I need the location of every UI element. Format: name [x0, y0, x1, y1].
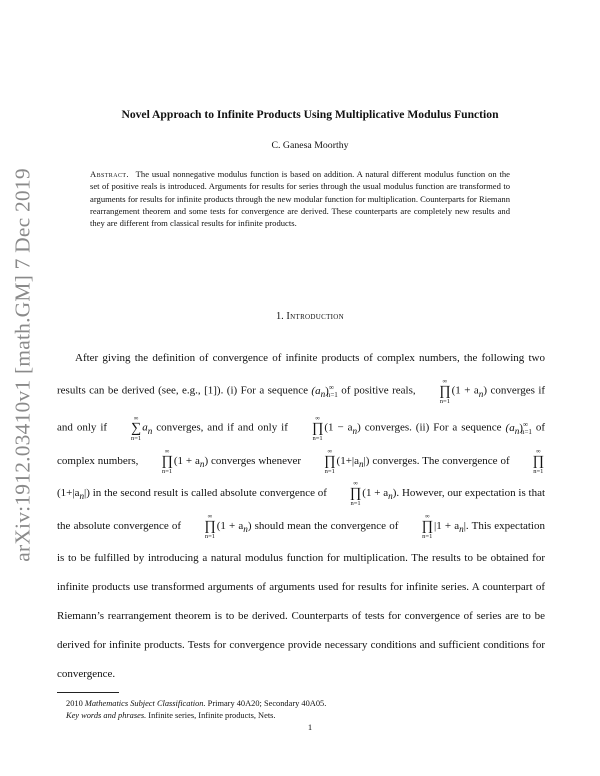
- abstract: [90, 168, 510, 229]
- math-superscript: ∞: [522, 420, 528, 429]
- product-symbol: ∏: [421, 518, 434, 534]
- keywords-text: Infinite series, Infinite products, Nets.: [148, 711, 276, 720]
- operator-upper-limit: ∞: [353, 480, 358, 488]
- product-operator: [294, 415, 324, 442]
- math-run: ): [357, 421, 361, 434]
- operator-lower-limit: n=1: [312, 434, 323, 442]
- text-run: However, our expectation is that the absolute convergence of: [57, 487, 546, 532]
- math-subscript: n: [352, 425, 358, 436]
- text-run: converges if and only if: [57, 384, 546, 434]
- math-run: a: [142, 421, 148, 434]
- msc-text: Primary 40A20; Secondary 40A05.: [207, 699, 327, 708]
- page-number: 1: [307, 722, 313, 732]
- text-run: in the second result is called absolute convergence of: [92, 487, 327, 500]
- keywords-label: Key words and phrases.: [66, 711, 147, 720]
- abstract-label: Abstract.: [90, 169, 129, 179]
- msc-year: 2010: [66, 699, 83, 708]
- text-run: converges, and if and only if: [156, 421, 288, 434]
- math-run: |1 + a: [434, 519, 460, 532]
- math-run: |.: [463, 519, 469, 532]
- product-operator: [186, 513, 216, 540]
- abstract-text: The usual nonnegative modulus function is based on addition. A natural different modulus function on the set of positive reals is introduced. Arguments for results for series through the usual modulus function are transformed to arguments for results for infinite products through the new modular function for multiplication. Counterparts for Riemann rearrangement theorem and some tests for convergence are derived. These counterparts are completely new results and they are different from classical results for infinite products.: [90, 169, 510, 229]
- introduction-paragraph: [57, 344, 545, 689]
- math-run: (1+|a: [57, 487, 80, 500]
- text-run: of positive reals,: [341, 384, 416, 397]
- math-run: ): [247, 519, 252, 532]
- operator-upper-limit: ∞: [327, 447, 333, 455]
- math-run: ): [204, 454, 209, 467]
- product-symbol: ∏: [349, 486, 362, 502]
- footnote-keywords: [57, 710, 554, 721]
- math-run: (1 + a: [173, 454, 200, 467]
- operator-upper-limit: ∞: [164, 447, 170, 455]
- math-run: |): [84, 487, 90, 500]
- math-subscript: n: [358, 459, 364, 470]
- operator-lower-limit: n=1: [204, 532, 216, 540]
- arxiv-identifier-stamp: [8, 168, 38, 562]
- paper-author: C. Ganesa Moorthy: [271, 140, 349, 151]
- math-run: (1 + a: [362, 487, 389, 500]
- sum-symbol: ∑: [131, 420, 142, 436]
- math-superscript: ∞: [328, 383, 334, 392]
- math-run: ): [519, 421, 523, 434]
- math-subscript: n: [79, 491, 85, 502]
- paper-title: Novel Approach to Infinite Products Using Multiplicative Modulus Function: [121, 108, 499, 121]
- product-symbol: ∏: [324, 453, 336, 469]
- text-run: After giving the definition of convergence of infinite products of complex numbers, the following two results can be derived (see, e.g., [1]). (i) For a sequence: [57, 352, 545, 397]
- sequence-notation: [506, 422, 532, 434]
- introduction-body: [57, 344, 545, 689]
- math-run: (1 + a: [451, 384, 479, 397]
- sequence-notation: [311, 385, 337, 397]
- math-run: ): [483, 384, 488, 397]
- math-subscript: n: [243, 523, 248, 534]
- math-run: ): [325, 384, 329, 397]
- operator-lower-limit: n=1: [161, 467, 173, 475]
- arxiv-identifier-text: arXiv:1912.03410v1 [math.GM] 7 Dec 2019: [10, 168, 35, 562]
- math-subscript: n: [514, 425, 520, 436]
- text-run: of complex numbers,: [57, 421, 546, 467]
- operator-lower-limit: n=1: [422, 532, 433, 540]
- operator-upper-limit: ∞: [442, 377, 448, 385]
- footnote-rule: [57, 692, 119, 693]
- math-subscript: n: [388, 491, 393, 502]
- product-symbol: ∏: [311, 420, 324, 436]
- math-run: (a: [311, 384, 321, 397]
- operator-upper-limit: ∞: [133, 414, 139, 422]
- operator-upper-limit: ∞: [315, 414, 320, 422]
- math-run: |): [363, 454, 370, 467]
- math-run: ).: [392, 487, 400, 500]
- msc-label: Mathematics Subject Classification.: [84, 699, 206, 708]
- operator-upper-limit: ∞: [207, 512, 213, 520]
- operator-upper-limit: ∞: [424, 512, 430, 520]
- text-run: converges whenever: [211, 454, 302, 467]
- text-run: This expectation is to be fulfilled by introducing a natural modulus function for multiplication. The results to be obtained for infinite products use transformed arguments of arguments used for results for infinite series. A counterpart of Riemann’s rearrangement theorem is to be derived. Counterparts of tests for convergence of series are to be derived for infinite products. Tests for convergence provide necessary conditions and sufficient conditions for convergence.: [57, 519, 545, 681]
- text-run: should mean the convergence of: [254, 519, 399, 532]
- math-subscript: n=1: [326, 390, 338, 399]
- math-run: (1 + a: [216, 519, 244, 532]
- product-operator: [515, 448, 545, 475]
- section-title: Introduction: [286, 311, 345, 322]
- operator-lower-limit: n=1: [131, 434, 142, 442]
- math-run: (1 − a: [324, 421, 353, 434]
- math-run: (1+|a: [336, 454, 359, 467]
- math-subscript: n: [320, 388, 326, 399]
- operator-lower-limit: n=1: [533, 467, 544, 475]
- math-run: (a: [505, 421, 515, 434]
- product-symbol: ∏: [439, 383, 451, 399]
- text-run: converges. (ii) For a sequence: [364, 421, 502, 434]
- math-subscript: n: [459, 523, 464, 534]
- section-heading: [40, 311, 580, 322]
- product-symbol: ∏: [204, 518, 216, 534]
- math-subscript: n: [147, 425, 153, 436]
- math-subscript: n: [478, 388, 484, 399]
- operator-lower-limit: n=1: [439, 397, 450, 405]
- product-operator: [404, 513, 434, 540]
- sum-operator: [113, 415, 141, 442]
- product-symbol: ∏: [532, 453, 545, 469]
- math-subscript: n: [199, 459, 205, 470]
- product-operator: [143, 448, 173, 475]
- product-operator: [332, 480, 362, 507]
- operator-lower-limit: n=1: [324, 467, 335, 475]
- product-operator: [306, 448, 336, 475]
- section-number: 1.: [275, 311, 284, 322]
- math-subscript: n=1: [520, 427, 532, 436]
- text-run: converges. The convergence of: [372, 454, 510, 467]
- product-operator: [421, 378, 451, 405]
- operator-upper-limit: ∞: [535, 447, 541, 455]
- product-symbol: ∏: [161, 453, 173, 469]
- footnote-msc: [57, 698, 554, 709]
- operator-lower-limit: n=1: [350, 500, 361, 508]
